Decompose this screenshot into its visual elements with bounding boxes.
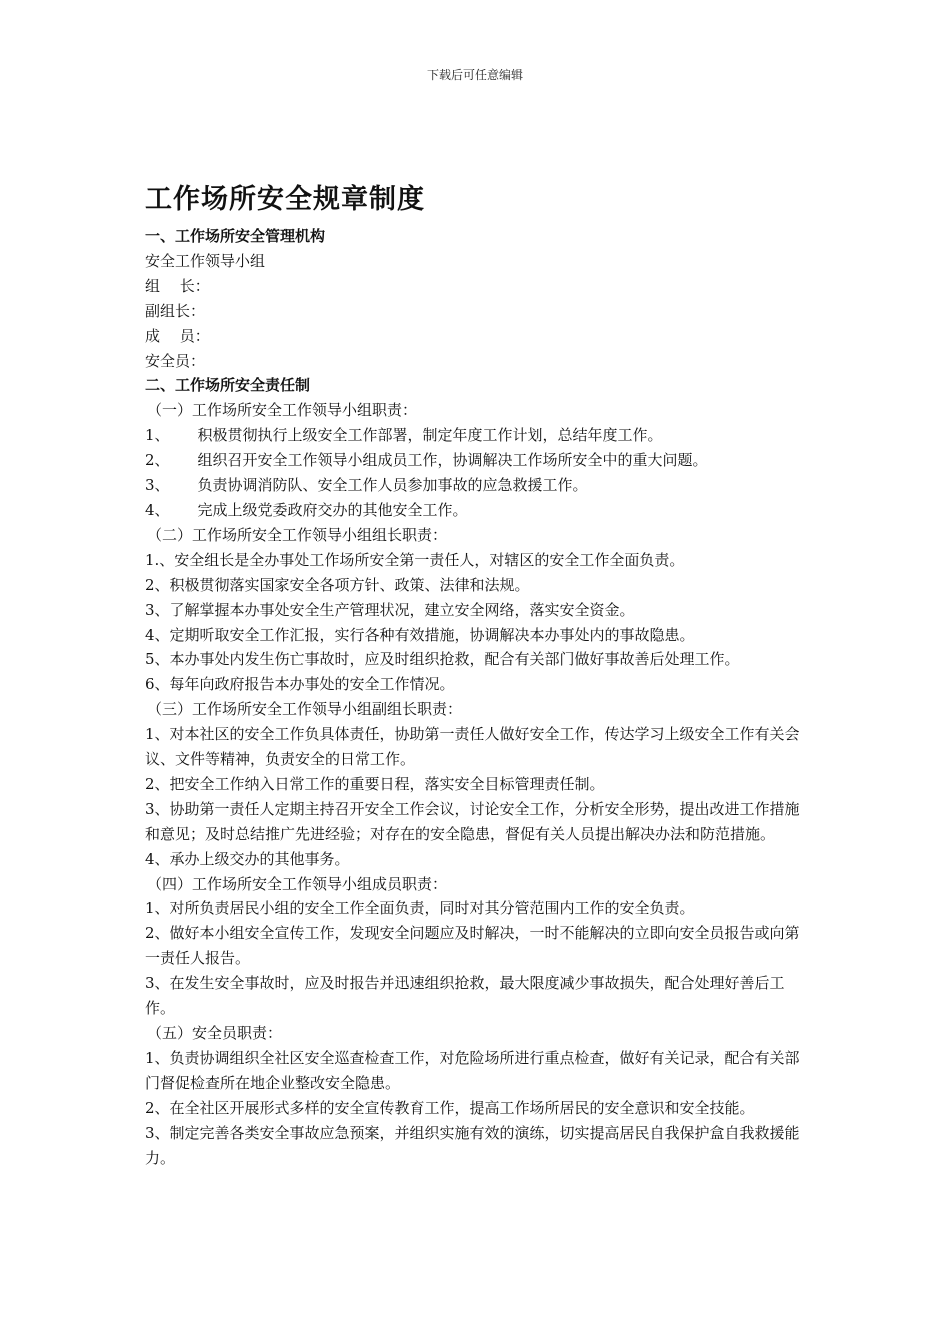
list-item: 3、协助第一责任人定期主持召开安全工作会议，讨论安全工作，分析安全形势，提出改进工作措施和意见；及时总结推广先进经验；对存在的安全隐患，督促有关人员提出解决办法和防范措施。: [145, 799, 800, 843]
item-text: 积极贯彻执行上级安全工作部署，制定年度工作计划，总结年度工作。: [197, 426, 663, 445]
item-number: 1、: [145, 426, 170, 445]
page-header: 下载后可任意编辑: [426, 68, 523, 82]
list-item: 2、积极贯彻落实国家安全各项方针、政策、法律和法规。: [145, 575, 530, 594]
item-number: 3、: [145, 476, 170, 495]
item-number: 2、: [145, 451, 170, 470]
list-item: 2、把安全工作纳入日常工作的重要日程，落实安全目标管理责任制。: [145, 774, 605, 793]
document-body: [145, 180, 810, 1170]
role-leader: 组 长：: [145, 276, 210, 295]
subsection-heading: （一）工作场所安全工作领导小组职责：: [147, 401, 418, 420]
role-safety-officer: 安全员：: [145, 351, 206, 370]
list-item: 2、做好本小组安全宣传工作，发现安全问题应及时解决，一时不能解决的立即向安全员报告或向第一责任人报告。: [145, 924, 800, 968]
subsection-heading: （三）工作场所安全工作领导小组副组长职责：: [147, 700, 463, 719]
list-item: [145, 448, 810, 473]
section-heading: 一、工作场所安全管理机构: [145, 227, 326, 245]
list-item: 1、对所负责居民小组的安全工作全面负责，同时对其分管范围内工作的安全负责。: [145, 899, 695, 918]
role-deputy: 副组长：: [145, 301, 206, 320]
subsection-heading: （二）工作场所安全工作领导小组组长职责：: [147, 525, 448, 544]
group-name: 安全工作领导小组: [145, 251, 266, 270]
item-text: 组织召开安全工作领导小组成员工作，协调解决工作场所安全中的重大问题。: [197, 451, 708, 470]
list-item: 2、在全社区开展形式多样的安全宣传教育工作，提高工作场所居民的安全意识和安全技能。: [145, 1098, 755, 1117]
list-item: [145, 498, 810, 523]
section-heading: 二、工作场所安全责任制: [145, 376, 311, 395]
subsection-heading: （四）工作场所安全工作领导小组成员职责：: [147, 874, 448, 893]
list-item: 1、对本社区的安全工作负具体责任，协助第一责任人做好安全工作，传达学习上级安全工作有关会议、文件等精神，负责安全的日常工作。: [145, 725, 800, 769]
list-item: [145, 473, 810, 498]
item-text: 负责协调消防队、安全工作人员参加事故的应急救援工作。: [197, 476, 588, 495]
list-item: 1.、安全组长是全办事处工作场所安全第一责任人，对辖区的安全工作全面负责。: [145, 550, 685, 569]
list-item: 6、每年向政府报告本办事处的安全工作情况。: [145, 675, 455, 694]
list-item: 3、了解掌握本办事处安全生产管理状况，建立安全网络，落实安全资金。: [145, 600, 635, 619]
list-item: 5、本办事处内发生伤亡事故时，应及时组织抢救，配合有关部门做好事故善后处理工作。: [145, 650, 740, 669]
role-members: 成 员：: [145, 326, 210, 345]
item-text: 完成上级党委政府交办的其他安全工作。: [197, 500, 468, 519]
list-item: 3、在发生安全事故时，应及时报告并迅速组织抢救，最大限度减少事故损失，配合处理好善后工作。: [145, 974, 785, 1018]
list-item: [145, 423, 810, 448]
item-number: 4、: [145, 500, 170, 519]
list-item: 4、承办上级交办的其他事务。: [145, 849, 350, 868]
document-title: 工作场所安全规章制度: [145, 184, 425, 215]
list-item: 3、制定完善各类安全事故应急预案，并组织实施有效的演练，切实提高居民自我保护盒自我救援能力。: [145, 1123, 800, 1167]
subsection-heading: （五）安全员职责：: [147, 1024, 283, 1042]
list-item: 1、负责协调组织全社区安全巡查检查工作，对危险场所进行重点检查，做好有关记录，配合有关部门督促检查所在地企业整改安全隐患。: [145, 1048, 800, 1092]
list-item: 4、定期听取安全工作汇报，实行各种有效措施，协调解决本办事处内的事故隐患。: [145, 625, 695, 644]
